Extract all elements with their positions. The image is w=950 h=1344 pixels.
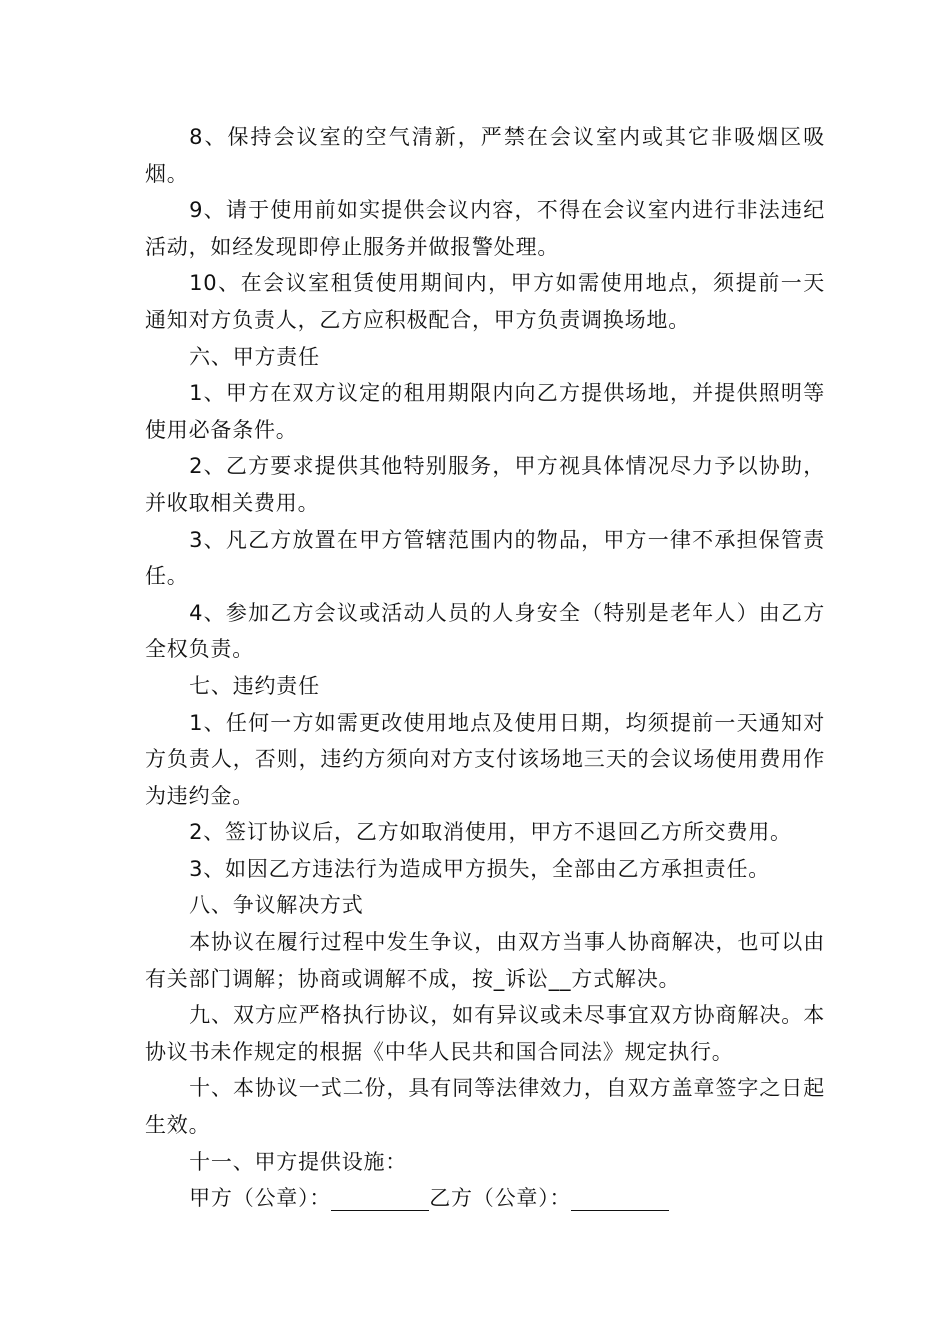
clause-8: 8、保持会议室的空气清新，严禁在会议室内或其它非吸烟区吸烟。 [145, 125, 825, 186]
party-a-seal-blank [331, 1190, 429, 1211]
party-b-seal-blank [571, 1190, 669, 1211]
party-a-seal-label: 甲方（公章）： [189, 1186, 332, 1211]
clause-ten: 十、本协议一式二份，具有同等法律效力，自双方盖章签字之日起生效。 [145, 1076, 825, 1138]
party-a-duty-1: 1、甲方在双方议定的租用期限内向乙方提供场地，并提供照明等使用必备条件。 [145, 381, 825, 442]
clause-nine: 九、双方应严格执行协议，如有异议或未尽事宜双方协商解决。本协议书未作规定的根据《中华人民共和国合同法》规定执行。 [145, 1003, 825, 1064]
breach-clause-1: 1、任何一方如需更改使用地点及使用日期，均须提前一天通知对方负责人，否则，违约方须向对方支付该场地三天的会议场使用费用作为违约金。 [145, 710, 825, 808]
clause-9: 9、请于使用前如实提供会议内容，不得在会议室内进行非法违纪活动，如经发现即停止服务并做报警处理。 [145, 198, 825, 259]
party-a-duty-4: 4、参加乙方会议或活动人员的人身安全（特别是老年人）由乙方全权负责。 [145, 600, 825, 662]
dispute-clause: 本协议在履行过程中发生争议，由双方当事人协商解决，也可以由有关部门调解；协商或调解不成，按_诉讼__方式解决。 [145, 930, 825, 991]
document-body [145, 119, 825, 1217]
signature-row [145, 1180, 825, 1217]
breach-clause-2: 2、签订协议后，乙方如取消使用，甲方不退回乙方所交费用。 [189, 820, 792, 845]
section-heading-breach: 七、违约责任 [189, 673, 320, 698]
clause-eleven: 十一、甲方提供设施： [189, 1149, 408, 1174]
party-a-duty-3: 3、凡乙方放置在甲方管辖范围内的物品，甲方一律不承担保管责任。 [145, 527, 825, 589]
clause-10: 10、在会议室租赁使用期间内，甲方如需使用地点，须提前一天通知对方负责人，乙方应积极配合，甲方负责调换场地。 [145, 271, 825, 332]
breach-clause-3: 3、如因乙方违法行为造成甲方损失，全部由乙方承担责任。 [189, 856, 771, 881]
party-b-seal-label: 乙方（公章）： [429, 1186, 572, 1211]
section-heading-party-a-duties: 六、甲方责任 [189, 344, 320, 369]
party-a-duty-2: 2、乙方要求提供其他特别服务，甲方视具体情况尽力予以协助，并收取相关费用。 [145, 454, 825, 515]
section-heading-dispute: 八、争议解决方式 [189, 893, 364, 918]
